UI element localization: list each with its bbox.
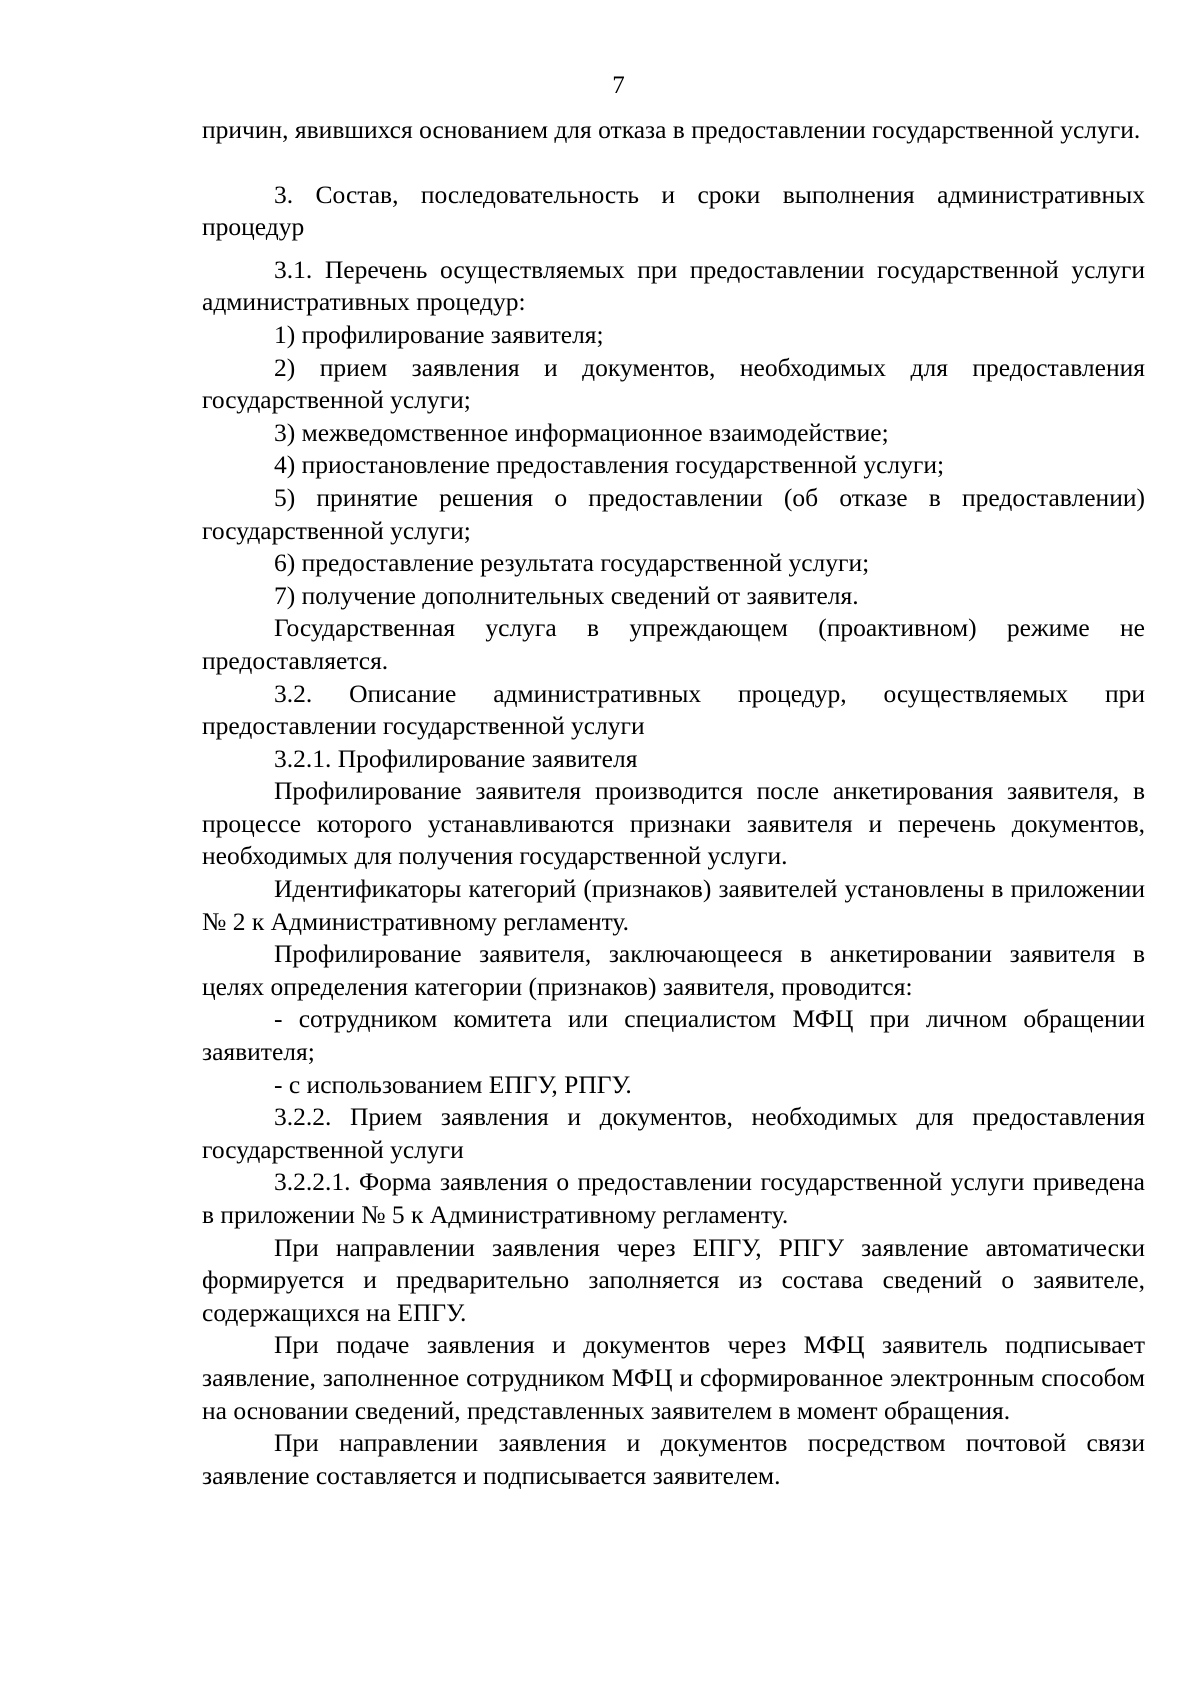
paragraph-3-2-2-1: 3.2.2.1. Форма заявления о предоставлении государственной услуги приведена в приложении № 5 к Административному регламенту. xyxy=(202,1167,1145,1229)
paragraph-identifiers: Идентификаторы категорий (признаков) заявителей установлены в приложении № 2 к Административному регламенту. xyxy=(202,874,1145,936)
list-item-4: 4) приостановление предоставления государственной услуги; xyxy=(274,450,945,480)
document-body xyxy=(202,114,1145,1492)
section-heading-3: 3. Состав, последовательность и сроки выполнения административных процедур xyxy=(202,179,1145,242)
paragraph-3-2: 3.2. Описание административных процедур, осуществляемых при предоставлении государственной услуги xyxy=(202,678,1145,741)
page-number: 7 xyxy=(612,72,625,99)
paragraph-profiling: Профилирование заявителя производится после анкетирования заявителя, в процессе которого устанавливаются признаки заявителя и перечень документов, необходимых для получения государственной услуги. xyxy=(202,776,1145,871)
paragraph-proactive: Государственная услуга в упреждающем (проактивном) режиме не предоставляется. xyxy=(202,613,1145,675)
paragraph-epgu: При направлении заявления через ЕПГУ, РПГУ заявление автоматически формируется и предварительно заполняется из состава сведений о заявителе, содержащихся на ЕПГУ. xyxy=(202,1232,1145,1327)
list-item-5: 5) принятие решения о предоставлении (об отказе в предоставлении) государственной услуги; xyxy=(202,482,1145,545)
dash-item-portals: - с использованием ЕПГУ, РПГУ. xyxy=(274,1069,632,1099)
list-item-3: 3) межведомственное информационное взаимодействие; xyxy=(274,417,889,447)
paragraph-profiling-methods: Профилирование заявителя, заключающееся в анкетировании заявителя в целях определения категории (признаков) заявителя, проводится: xyxy=(202,939,1145,1001)
list-item-6: 6) предоставление результата государственной услуги; xyxy=(274,548,870,578)
dash-item-employee: - сотрудником комитета или специалистом МФЦ при личном обращении заявителя; xyxy=(202,1004,1145,1067)
paragraph-3-1: 3.1. Перечень осуществляемых при предоставлении государственной услуги административных процедур: xyxy=(202,254,1145,317)
paragraph-continuation: причин, явившихся основанием для отказа в предоставлении государственной услуги. xyxy=(202,115,1141,144)
heading-3-2-1: 3.2.1. Профилирование заявителя xyxy=(274,743,638,773)
list-item-2: 2) прием заявления и документов, необходимых для предоставления государственной услуги; xyxy=(202,352,1145,415)
heading-3-2-2: 3.2.2. Прием заявления и документов, необходимых для предоставления государственной услуги xyxy=(202,1102,1145,1164)
list-item-1: 1) профилирование заявителя; xyxy=(274,319,604,349)
paragraph-mfc: При подаче заявления и документов через МФЦ заявитель подписывает заявление, заполненное сотрудником МФЦ и сформированное электронным способом на основании сведений, представленных заявителем в момент обращения. xyxy=(202,1330,1145,1425)
paragraph-postal: При направлении заявления и документов посредством почтовой связи заявление составляется и подписывается заявителем. xyxy=(202,1428,1145,1490)
list-item-7: 7) получение дополнительных сведений от заявителя. xyxy=(274,580,859,610)
